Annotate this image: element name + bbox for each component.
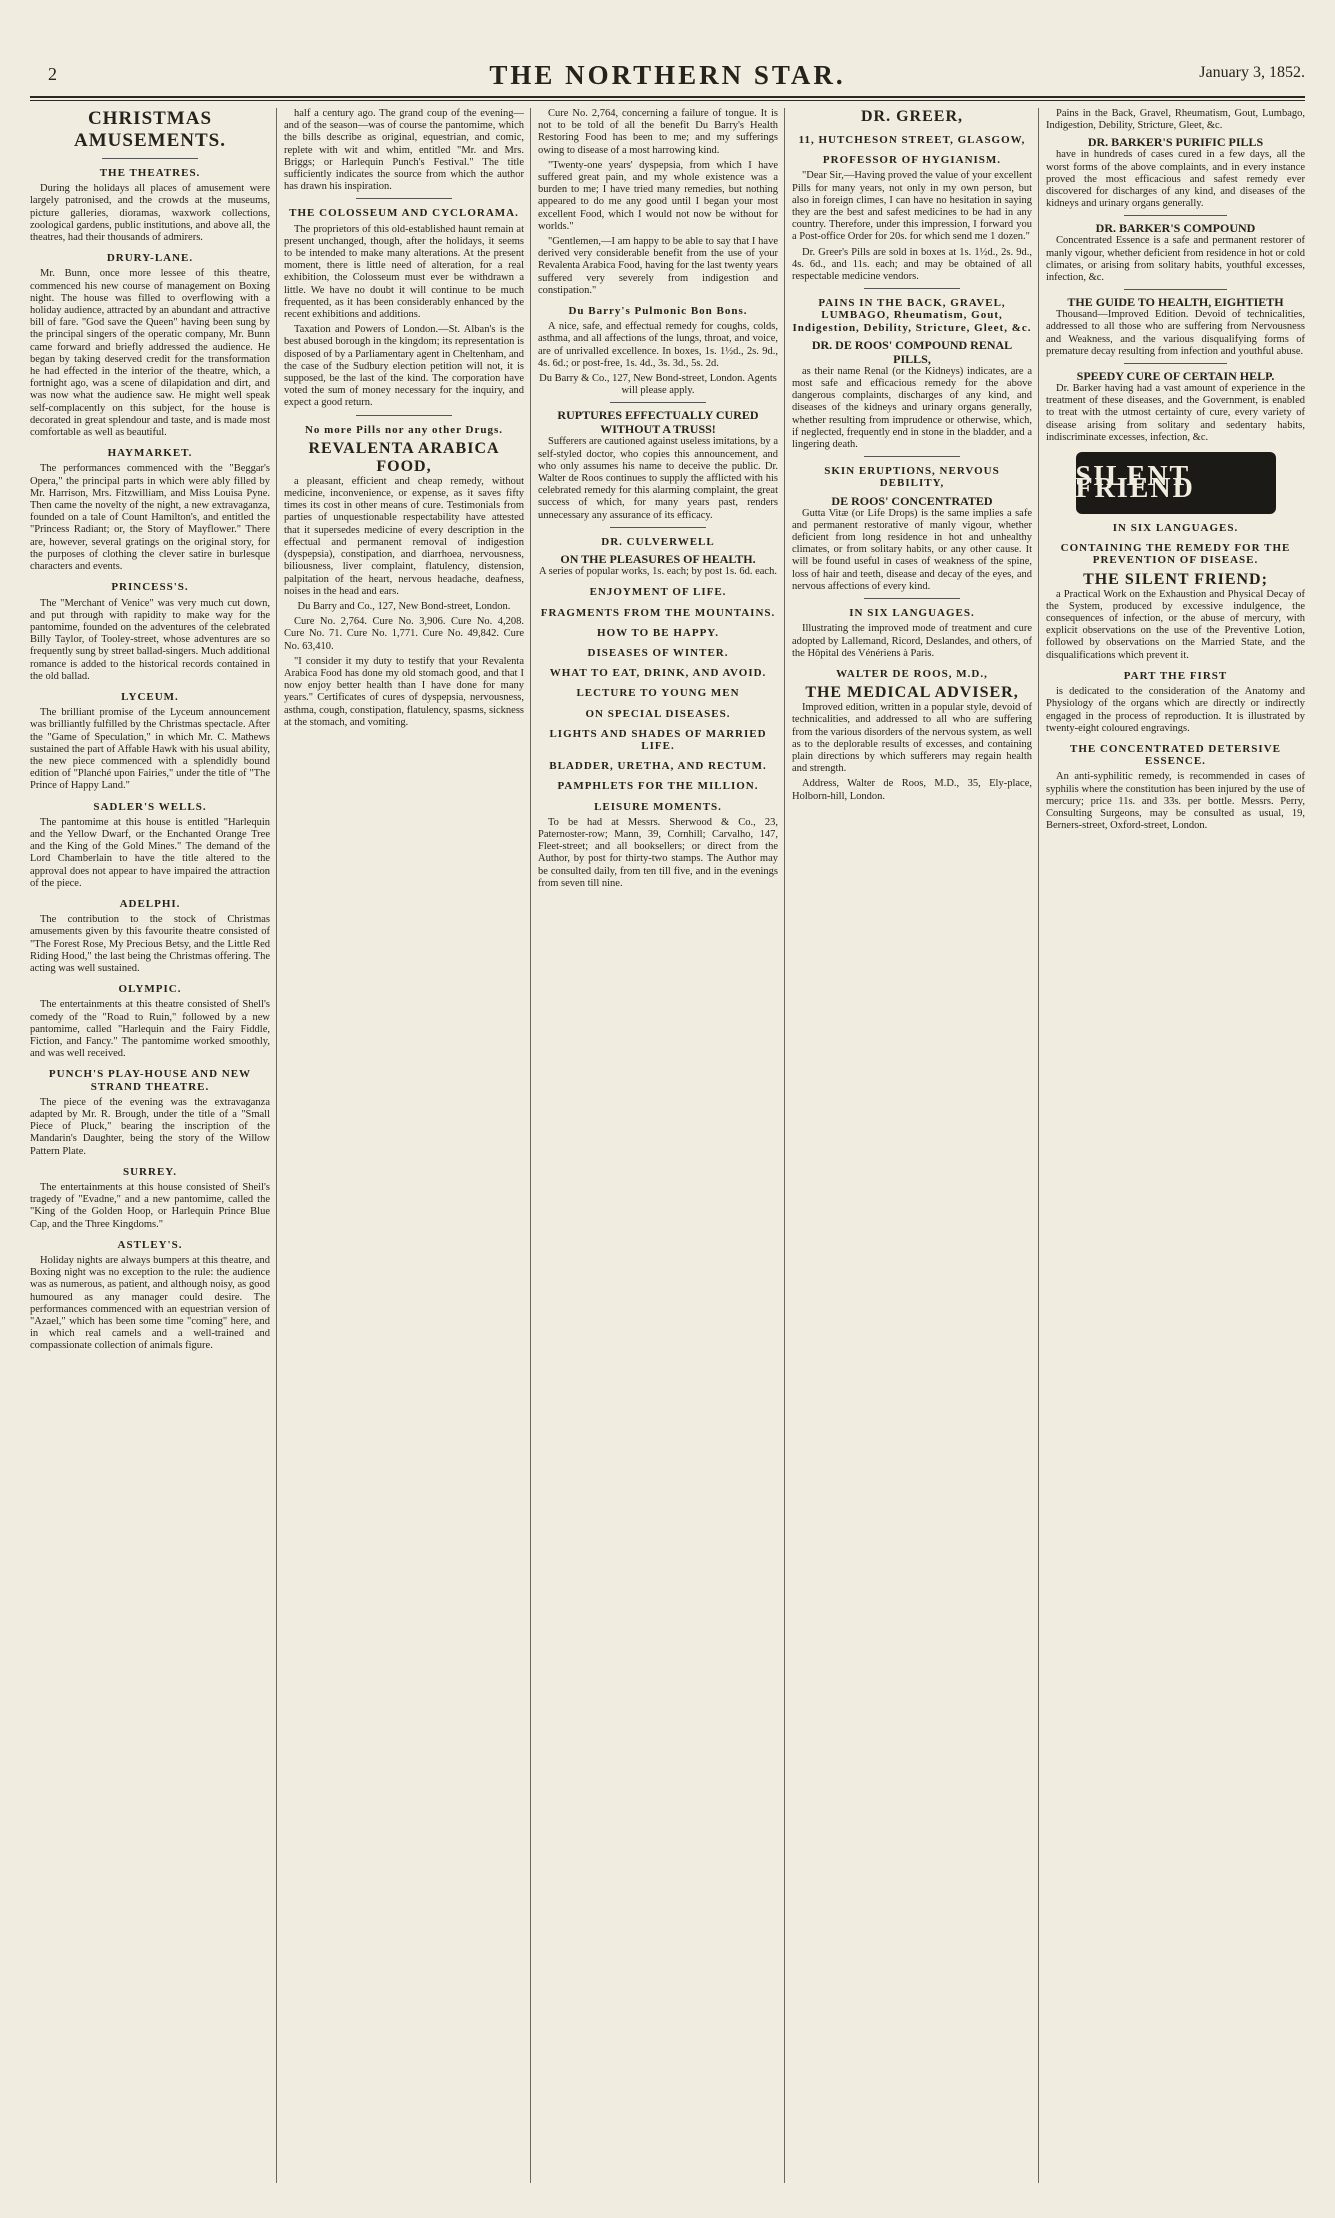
- paragraph: Taxation and Powers of London.—St. Alban's is the best abused borough in the kingdom; its representation is disposed of by a Parliamentary agent in Cheltenham, and the case of the Sudbury election petition will not, it is supposed, be the last of the kind. The corporation have voted the sum of money necessary for the inquiry, and expect a good return.: [284, 324, 524, 409]
- paragraph: The performances commenced with the "Beggar's Opera," the principal parts in which were ably filled by Mr. Harrison, Mrs. Fitzwilliam, and Miss Louisa Pyne. Then came the novelty of the night, a new extravaganza, founded on a tale of Count Hamilton's, and entitled the "Princess Radiant; or, the Story of Mayflower." There are, however, several gratings on the original story, for the purposes of clothing the clever satire in burlesque characters and events.: [30, 463, 270, 573]
- subheading: PRINCESS'S.: [111, 581, 189, 594]
- paragraph: half a century ago. The grand coup of the evening—and of the season—was of course the pantomime, which the bills describe as original, equestrian, and comic, replete with wit and whim, entitled "Mr. and Mrs. Briggs; or Harlequin Punch's Festival." The title sufficiently indicates the source from which the author has drawn his inspiration.: [284, 108, 524, 193]
- paragraph: The contribution to the stock of Christmas amusements given by this favourite theatre consisted of "The Forest Rose, My Precious Betsy, and the Little Red Riding Hood," the last being the Christmas offering. The acting was well sustained.: [30, 914, 270, 974]
- subheading: THE COLOSSEUM AND CYCLORAMA.: [289, 207, 519, 220]
- subheading: CONTAINING THE REMEDY FOR THE PREVENTION OF DISEASE.: [1060, 542, 1291, 567]
- subheading: ADELPHI.: [119, 897, 181, 910]
- header-rule-thin: [30, 100, 1305, 101]
- paragraph: The piece of the evening was the extravaganza adapted by Mr. R. Brough, under the title of a "Small Piece of Pluck," bearing the inscription of the Mandarin's Daughter, being the story of the Willow Pattern Plate.: [30, 1096, 270, 1157]
- divider: [356, 415, 452, 416]
- subheading: DISEASES OF WINTER.: [587, 646, 729, 659]
- column-5: [1046, 108, 1305, 2183]
- divider: [610, 527, 706, 528]
- paragraph: To be had at Messrs. Sherwood & Co., 23, Paternoster-row; Mann, 39, Cornhill; Carvalho, 147, Fleet-street; and all booksellers; or direct from the Author, by post for thirty-two stamps. The Author may be consulted daily, from ten till five, and in the evenings from seven till nine.: [538, 816, 778, 889]
- subheading: THE CONCENTRATED DETERSIVE ESSENCE.: [1069, 742, 1281, 768]
- paragraph: The "Merchant of Venice" was very much cut down, and put through with rapidity to make way for the pantomime, founded on the adventures of the celebrated Billy Taylor, of Tooley-street, whose adventures are so frequently sung by street ballad-singers. Much additional romance is added to the historical records contained in the old ballad.: [30, 597, 270, 682]
- ad-headline: DR. GREER,: [860, 108, 963, 125]
- silent-friend-banner: [1076, 452, 1276, 514]
- ad-headline: DR. DE ROOS' COMPOUND RENAL PILLS,: [811, 337, 1013, 366]
- ad-address: Du Barry & Co., 127, New Bond-street, London. Agents will please apply.: [539, 373, 777, 397]
- paragraph: Sufferers are cautioned against useless imitations, by a self-styled doctor, who copies this announcement, and who only assumes his name to deceive the public. Dr. Walter de Roos continues to supply the afflicted with his celebrated remedy for this alarming complaint, the great success of which, for many years past, renders unnecessary any assurance of its efficacy.: [538, 436, 778, 521]
- banner-text: SILENT FRIEND: [1075, 460, 1195, 505]
- paragraph: A series of popular works, 1s. each; by post 1s. 6d. each.: [539, 566, 777, 578]
- subheading: THE THEATRES.: [99, 167, 201, 179]
- paragraph: Pains in the Back, Gravel, Rheumatism, Gout, Lumbago, Indigestion, Debility, Stricture, Gleet, &c.: [1046, 108, 1305, 132]
- subheading: PAMPHLETS FOR THE MILLION.: [557, 780, 759, 793]
- column-1: [30, 108, 270, 2183]
- subheading: Du Barry's Pulmonic Bon Bons.: [568, 305, 748, 318]
- column-divider: [784, 108, 785, 2183]
- column-3: [538, 108, 778, 2183]
- divider: [864, 456, 960, 457]
- ad-headline: THE GUIDE TO HEALTH, EIGHTIETH: [1067, 295, 1284, 310]
- paragraph: Address, Walter de Roos, M.D., 35, Ely-place, Holborn-hill, London.: [792, 778, 1032, 802]
- subheading: LECTURE TO YOUNG MEN: [576, 687, 740, 700]
- paragraph: The pantomime at this house is entitled "Harlequin and the Yellow Dwarf, or the Enchanted Orange Tree and the King of the Gold Mines." The demand of the Lord Chamberlain to have the title altered to the approval does not appear to have impaired the attraction of the piece.: [30, 816, 270, 889]
- column-2: [284, 108, 524, 2183]
- paragraph: Holiday nights are always bumpers at this theatre, and Boxing night was no exception to the rule: the audience was as numerous, as patient, and although noisy, as good humoured as any manager could desire. The performances commenced with an equestrian version of "Azael," which has been some time "coming" here, and in which real camels and a well-trained and compassionate collection of animals figure.: [30, 1255, 270, 1352]
- paragraph: Cure No. 2,764. Cure No. 3,906. Cure No. 4,208. Cure No. 71. Cure No. 1,771. Cure No. 49,842. Cure No. 63,410.: [284, 616, 524, 652]
- subheading: PAINS IN THE BACK, GRAVEL, LUMBAGO, Rheumatism, Gout, Indigestion, Debility, Stricture, Gleet, &c.: [792, 297, 1032, 334]
- subheading: DRURY-LANE.: [106, 252, 194, 265]
- paragraph: The entertainments at this house consisted of Sheil's tragedy of "Evadne," and a new pantomime, called the "King of the Golden Hoop, or Harlequin Prince Blue Cap, and the Three Kingdoms.": [30, 1182, 270, 1230]
- paragraph: Cure No. 2,764, concerning a failure of tongue. It is not to be told of all the benefit Du Barry's Health Restoring Food has been to me; and my sufferings owing to disease of a most harrowing kind.: [538, 108, 778, 156]
- paragraph: Illustrating the improved mode of treatment and cure adopted by Lallemand, Ricord, Deslandes, and others, of the Hôpital des Vénériens à Paris.: [792, 623, 1032, 659]
- paragraph: A nice, safe, and effectual remedy for coughs, colds, asthma, and all affections of the lungs, throat, and voice, are of unrivalled excellence. In boxes, 1s. 1½d., 2s. 9d., 4s. 6d.; or post-free, 1s. 4d., 3s. 3d., 5s. 2d.: [538, 321, 778, 369]
- subheading: IN SIX LANGUAGES.: [1112, 522, 1239, 535]
- ad-headline: DE ROOS' CONCENTRATED: [831, 493, 993, 508]
- paragraph: have in hundreds of cases cured in a few days, all the worst forms of the above complaints, and in every instance proved the most efficacious and safest remedy ever discovered for discharges of any kind, and diseases of the kidneys and urinary organs generally.: [1046, 149, 1305, 210]
- notice: No more Pills nor any other Drugs.: [304, 423, 504, 436]
- subheading: BLADDER, URETHA, AND RECTUM.: [549, 760, 767, 773]
- paragraph: Thousand—Improved Edition. Devoid of technicalities, addressed to all those who are suffering from Nervousness and Weakness, and the various disqualifying forms of premature decay resulting from infection and youthful abuse.: [1046, 309, 1305, 357]
- subheading: LYCEUM.: [121, 690, 179, 703]
- subheading: ENJOYMENT OF LIFE.: [589, 586, 727, 599]
- paragraph: Improved edition, written in a popular style, devoid of technicalities, and addressed to all who are suffering from the various disorders of the nervous system, as well as to the deplorable results of excesses, and containing plain directions by which sufferers may regain health and strength.: [792, 702, 1032, 775]
- paragraph: Gutta Vitæ (or Life Drops) is the same implies a safe and permanent restorative of manly vigour, whether deficient from long residence in hot and unhealthy climates, or from solitary habits, or any other cause. It will be found useful in cases of weakness of the spine, loss of hair and teeth, disease and decay of the eyes, and nervous affections of every kind.: [792, 507, 1032, 592]
- paragraph: Dr. Greer's Pills are sold in boxes at 1s. 1½d., 2s. 9d., 4s. 6d., and 11s. each; and may be obtained of all respectable medicine vendors.: [792, 246, 1032, 283]
- column-divider: [530, 108, 531, 2183]
- subheading: OLYMPIC.: [118, 983, 182, 996]
- divider: [1124, 215, 1228, 216]
- subheading: FRAGMENTS FROM THE MOUNTAINS.: [540, 606, 776, 619]
- header-rule: [30, 96, 1305, 98]
- ad-headline: SPEEDY CURE OF CERTAIN HELP.: [1076, 369, 1275, 384]
- paragraph: During the holidays all places of amusement were largely patronised, and the crowds at the museums, picture galleries, dioramas, waxwork collections, zoological gardens, public institutions, and above all, the theatres, had their thousands of admirers.: [30, 183, 270, 244]
- paragraph: The proprietors of this old-established haunt remain at present unchanged, though, after the holidays, it seems to be intended to make many alterations. At the present moment, there is little need of alteration, for a real exhibition, the Colosseum must ever be withdrawn a little. We have no doubt it will continue to be much frequented, as it has been considerably enhanced by the recent exhibitions and additions.: [284, 223, 524, 321]
- paragraph: a Practical Work on the Exhaustion and Physical Decay of the System, produced by excessive indulgence, the consequences of infection, or the abuse of mercury, with explicit observations on the use of the Preventive Lotion, followed by observations on the Married State, and the disqualifications which prevent it.: [1046, 588, 1305, 661]
- column-divider: [276, 108, 277, 2183]
- ad-headline: ON THE PLEASURES OF HEALTH.: [560, 552, 756, 567]
- divider: [102, 158, 198, 159]
- subheading: IN SIX LANGUAGES.: [849, 607, 975, 620]
- section-title: CHRISTMAS AMUSEMENTS.: [74, 108, 226, 151]
- ad-headline: THE MEDICAL ADVISER,: [805, 684, 1019, 702]
- subheading: WALTER DE ROOS, M.D.,: [836, 667, 988, 680]
- paragraph: The brilliant promise of the Lyceum announcement was brilliantly fulfilled by the Christmas spectacle. After the "Game of Speculation," in which Mr. C. Mathews sustained the part of Affable Hawk with his usual ability, the new piece commenced with a splendidly bound edition of "Planché upon Fairies," under the title of "The Prince of Happy Land.": [30, 707, 270, 792]
- ad-headline: REVALENTA ARABICA FOOD,: [308, 439, 500, 475]
- divider: [356, 198, 452, 199]
- subheading: ON SPECIAL DISEASES.: [585, 707, 731, 720]
- divider: [864, 598, 960, 599]
- paragraph: "I consider it my duty to testify that your Revalenta Arabica Food has done my old stomach good, and that I now enjoy better health than I have done for many years." Certificates of cures of dyspepsia, nervousness, asthma, cough, constipation, flatulency, spasms, sickness at the stomach, and vomiting.: [284, 655, 524, 728]
- subheading: SURREY.: [123, 1165, 177, 1178]
- masthead: [30, 58, 1305, 92]
- subheading: SADLER'S WELLS.: [93, 800, 207, 813]
- paragraph: "Twenty-one years' dyspepsia, from which I have suffered great pain, and my whole existence was a burden to me; I have tried many remedies, but nothing appeared to do me any good until I began your most excellent Food, which I would not now be without for worlds.": [538, 159, 778, 232]
- paragraph: as their name Renal (or the Kidneys) indicates, are a most safe and efficacious remedy for the above dangerous complaints, discharges of any kind, and diseases of the kidneys and urinary organs generally, whether resulting from imprudence or otherwise, which, if neglected, frequently end in stone in the bladder, and a lingering death.: [792, 365, 1032, 451]
- ad-headline: DR. BARKER'S PURIFIC PILLS: [1087, 135, 1264, 150]
- paragraph: Dr. Barker having had a vast amount of experience in the treatment of these diseases, and the Government, is enabled to treat with the utmost certainty of cure, every variety of disease arising from solitary and sedentary habits, indiscriminate excesses, infection, &c.: [1046, 383, 1305, 443]
- subheading: PUNCH'S PLAY-HOUSE AND NEW STRAND THEATRE.: [48, 1068, 252, 1093]
- subheading: ASTLEY'S.: [117, 1238, 183, 1251]
- subheading: LEISURE MOMENTS.: [594, 800, 722, 813]
- paragraph: Concentrated Essence is a safe and permanent restorer of manly vigour, whether deficient from residence in hot or cold climates, or arising from solitary habits, youthful excesses, infection, &c.: [1046, 235, 1305, 284]
- subheading: LIGHTS AND SHADES OF MARRIED LIFE.: [549, 727, 767, 752]
- subheading: DR. CULVERWELL: [601, 535, 715, 548]
- subheading: PROFESSOR OF HYGIANISM.: [822, 154, 1002, 167]
- subheading: HOW TO BE HAPPY.: [597, 626, 719, 639]
- ad-address: Du Barry and Co., 127, New Bond-street, London.: [297, 600, 511, 612]
- paragraph: is dedicated to the consideration of the Anatomy and Physiology of the organs which are directly or indirectly engaged in the process of reproduction. It is illustrated by twenty-eight coloured engravings.: [1046, 686, 1305, 734]
- subheading: 11, HUTCHESON STREET, GLASGOW,: [798, 134, 1026, 146]
- divider: [1124, 363, 1228, 364]
- paragraph: The entertainments at this theatre consisted of Shell's comedy of the "Road to Ruin," followed by a new pantomime, called "Harlequin and the Fairy Fiddle, Fiction, and Fancy." The pantomime worked smoothly, and was well received.: [30, 999, 270, 1060]
- page-number: 2: [48, 64, 57, 84]
- paragraph: a pleasant, efficient and cheap remedy, without medicine, inconvenience, or expense, as it saves fifty times its cost in other means of cure. Testimonials from parties of unquestionable respectability have attested that it supersedes medicine of every description in the effectual and permanent removal of indigestion (dyspepsia), constipation, and diarrhoea, nervousness, biliousness, liver complaint, flatulency, distension, palpitation of the heart, nervous headache, deafness, noises in the head and ears.: [284, 475, 524, 597]
- paragraph: "Dear Sir,—Having proved the value of your excellent Pills for many years, not only in my own person, but also in foreign climes, I can have no hesitation in saying they are the best and safest medicines to be had in any country. Therefore, under this impression, I forward you a Post-office Order for 20s. for which send me 1 dozen.": [792, 170, 1032, 243]
- issue-date: January 3, 1852.: [1199, 64, 1305, 81]
- divider: [1124, 289, 1228, 290]
- ad-headline: DR. BARKER'S COMPOUND: [1095, 221, 1256, 236]
- ad-headline: RUPTURES EFFECTUALLY CURED WITHOUT A TRUSS!: [557, 408, 759, 437]
- subheading: SKIN ERUPTIONS, NERVOUS DEBILITY,: [824, 465, 1000, 490]
- divider: [864, 288, 960, 289]
- column-divider: [1038, 108, 1039, 2183]
- subheading: WHAT TO EAT, DRINK, AND AVOID.: [549, 667, 767, 680]
- divider: [610, 402, 706, 403]
- ad-headline: THE SILENT FRIEND;: [1083, 570, 1268, 588]
- subheading: PART THE FIRST: [1123, 669, 1228, 682]
- paragraph: An anti-syphilitic remedy, is recommended in cases of syphilis where the constitution has been injured by the use of mercury; price 11s. and 33s. per bottle. Messrs. Perry, Consulting Surgeons, may be consulted as usual, 19, Berners-street, Oxford-street, London.: [1046, 771, 1305, 832]
- paragraph: Mr. Bunn, once more lessee of this theatre, commenced his new course of management on Boxing night. The house was filled to overflowing with a holiday audience, attracted by an abundant and attractive bill of fare. "God save the Queen" having been sung by the principal singers of the operatic company, Mr. Bunn came forward and briefly addressed the audience. He began by taking deserved credit for the transformation he had effected in the interior of the theatre, which, a fortnight ago, was a scene of dilapidation and dirt, and was now what the audience saw. He might well speak self-complacently on this subject, for the house is decorated in great splendour and taste, and is made most comfortable as well as beautiful.: [30, 268, 270, 439]
- newspaper-title: THE NORTHERN STAR.: [489, 60, 846, 90]
- paragraph: "Gentlemen,—I am happy to be able to say that I have derived very considerable benefit from the use of your Revalenta Arabica Food, having for the last twenty years suffered very severely from indigestion and constipation.": [538, 236, 778, 296]
- subheading: HAYMARKET.: [107, 447, 193, 460]
- column-4: [792, 108, 1032, 2183]
